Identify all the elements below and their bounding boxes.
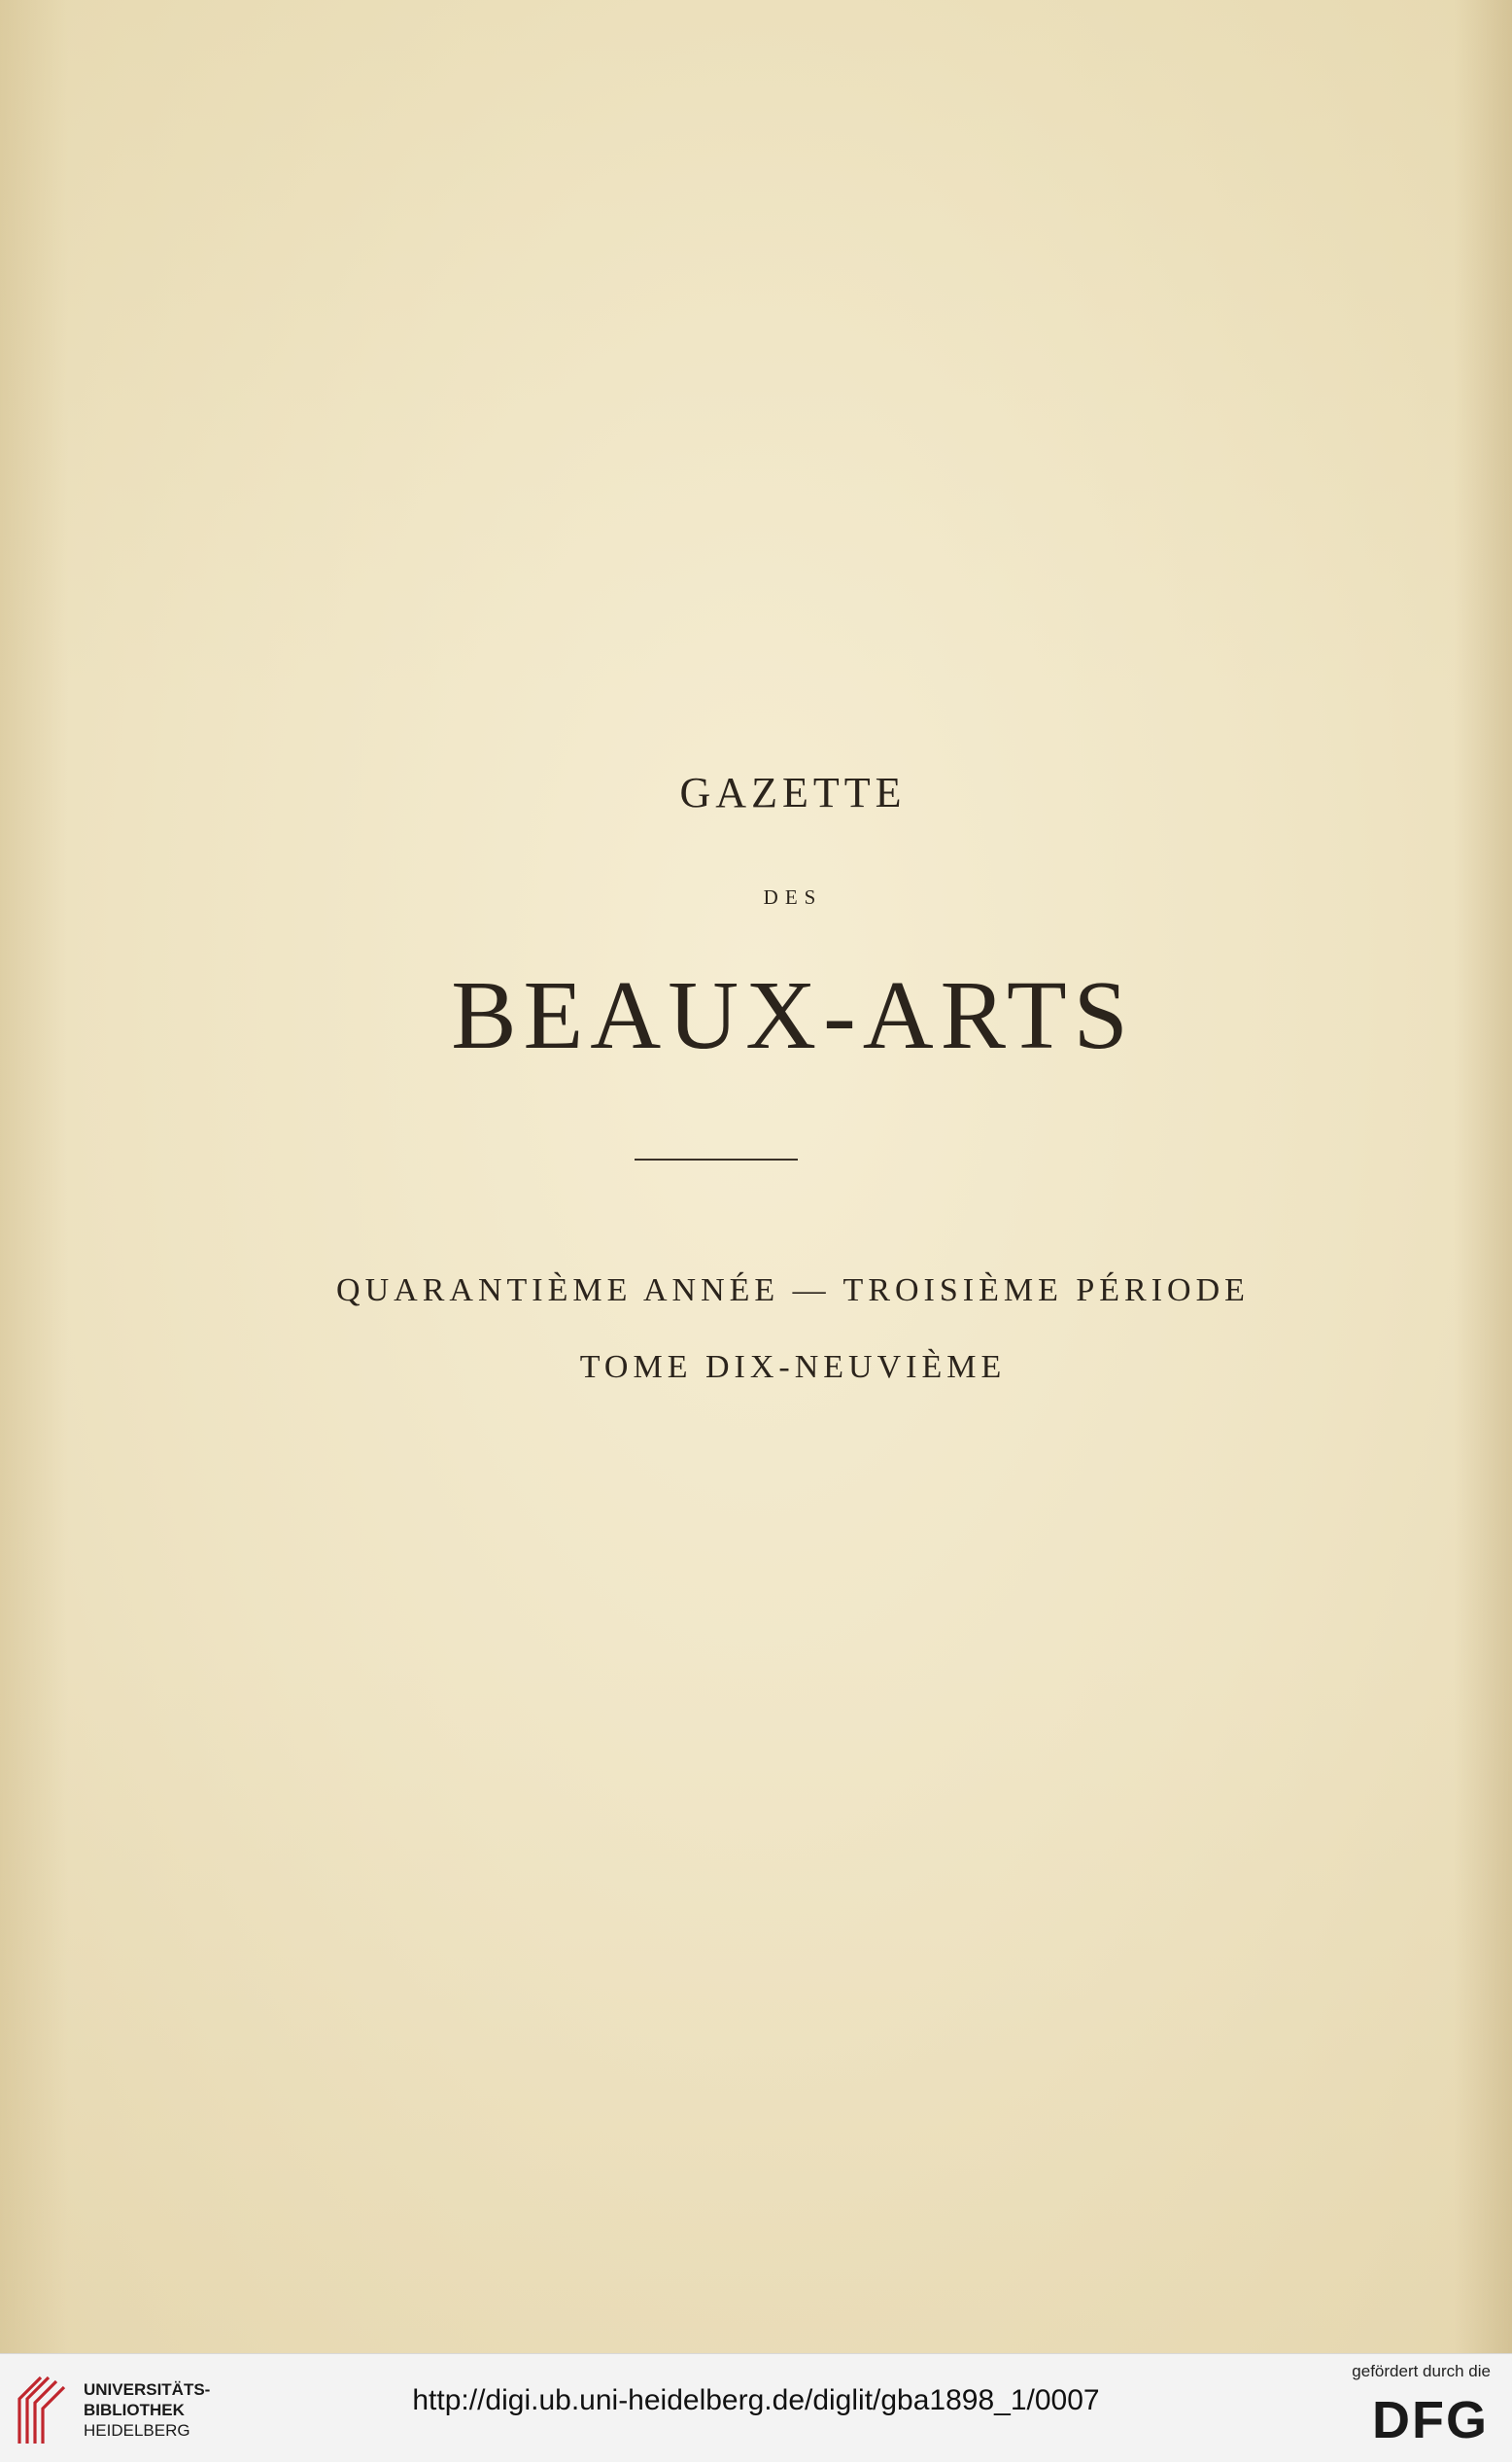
title-gazette: GAZETTE (679, 769, 907, 816)
library-name-line1: UNIVERSITÄTS- (84, 2380, 211, 2399)
library-name-line3: HEIDELBERG (84, 2421, 190, 2440)
dfg-logo: DFG (1372, 2391, 1489, 2449)
library-name-line2: BIBLIOTHEK (84, 2401, 185, 2419)
tome-line: TOME DIX-NEUVIÈME (579, 1349, 1007, 1385)
title-beaux-arts: BEAUX-ARTS (451, 960, 1135, 1069)
title-rule-divider (635, 1159, 798, 1161)
volume-subtitle: QUARANTIÈME ANNÉE — TROISIÈME PÉRIODE (336, 1272, 1250, 1308)
funding-label: gefördert durch die (1352, 2362, 1491, 2380)
permalink-url[interactable]: http://digi.ub.uni-heidelberg.de/diglit/gba1898_1/0007 (412, 2384, 1100, 2416)
title-des: DES (763, 885, 823, 909)
